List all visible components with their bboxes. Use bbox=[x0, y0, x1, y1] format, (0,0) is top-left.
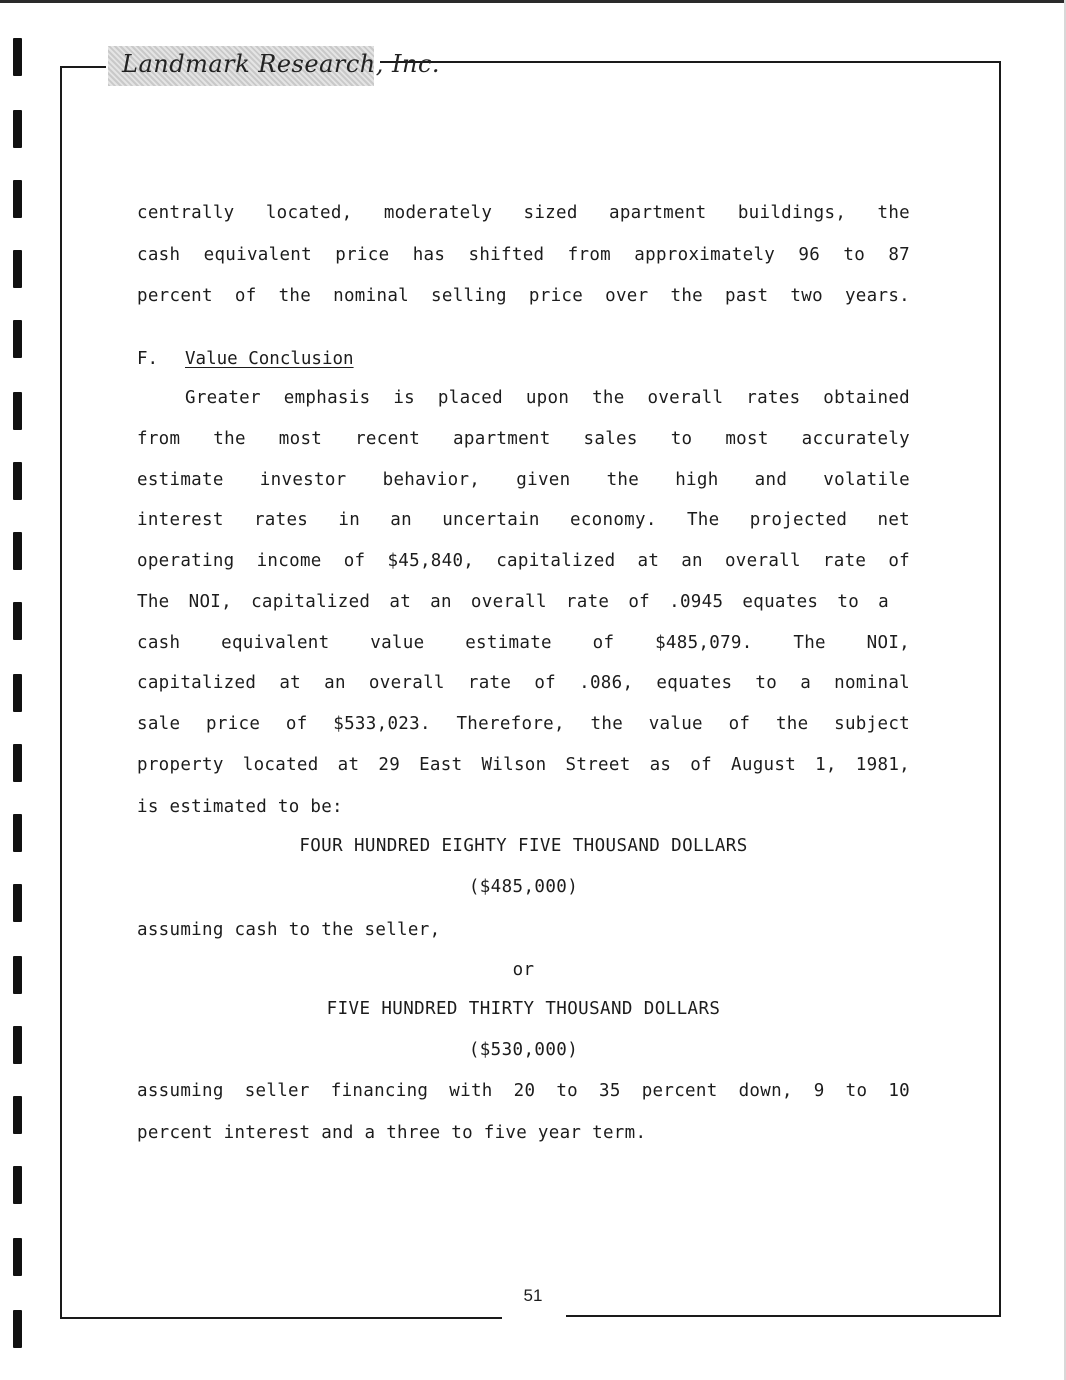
body-line: capitalized at an overall rate of .086, equates to a nominal bbox=[137, 673, 910, 693]
frame-top-left bbox=[60, 66, 106, 68]
value-amount: ($530,000) bbox=[468, 1040, 579, 1060]
binder-hole bbox=[13, 744, 22, 782]
binder-hole bbox=[13, 250, 22, 288]
binder-hole bbox=[13, 1310, 22, 1348]
scan-edge-top bbox=[0, 0, 1066, 3]
binder-hole bbox=[13, 956, 22, 994]
binder-hole bbox=[13, 180, 22, 218]
value-words: FOUR HUNDRED EIGHTY FIVE THOUSAND DOLLARS bbox=[299, 836, 748, 856]
body-line: Greater emphasis is placed upon the overall rates obtained bbox=[185, 388, 910, 408]
frame-bottom-right bbox=[566, 1315, 1001, 1317]
body-line: operating income of $45,840, capitalized at an overall rate of bbox=[137, 551, 910, 571]
binder-hole bbox=[13, 1026, 22, 1064]
binder-hole bbox=[13, 38, 22, 76]
value-amount: ($485,000) bbox=[468, 877, 579, 897]
binder-hole bbox=[13, 532, 22, 570]
connector-text: or bbox=[512, 960, 535, 980]
binder-strip bbox=[0, 0, 40, 1380]
company-logo-text: Landmark Research, Inc. bbox=[122, 50, 441, 78]
company-logo bbox=[108, 46, 441, 86]
binder-hole bbox=[13, 462, 22, 500]
body-line: sale price of $533,023. Therefore, the value of the subject bbox=[137, 714, 910, 734]
frame-right bbox=[999, 61, 1001, 1317]
body-line: interest rates in an uncertain economy. The projected net bbox=[137, 510, 910, 530]
section-title: Value Conclusion bbox=[185, 349, 354, 369]
value-condition: percent interest and a three to five year term. bbox=[137, 1123, 647, 1143]
binder-hole bbox=[13, 602, 22, 640]
body-line: The NOI, capitalized at an overall rate of .0945 equates to a bbox=[137, 592, 889, 612]
binder-hole bbox=[13, 1238, 22, 1276]
binder-hole bbox=[13, 674, 22, 712]
body-line: cash equivalent value estimate of $485,079. The NOI, bbox=[137, 633, 910, 653]
frame-bottom-left bbox=[60, 1317, 502, 1319]
body-line: centrally located, moderately sized apartment buildings, the bbox=[137, 203, 910, 223]
binder-hole bbox=[13, 320, 22, 358]
page-number: 51 bbox=[523, 1286, 543, 1305]
value-words: FIVE HUNDRED THIRTY THOUSAND DOLLARS bbox=[326, 999, 721, 1019]
body-line: is estimated to be: bbox=[137, 797, 343, 817]
section-letter: F. bbox=[137, 349, 159, 369]
section-heading bbox=[137, 347, 354, 371]
binder-hole bbox=[13, 814, 22, 852]
body-line: from the most recent apartment sales to most accurately bbox=[137, 429, 910, 449]
binder-hole bbox=[13, 392, 22, 430]
body-line: estimate investor behavior, given the high and volatile bbox=[137, 470, 910, 490]
value-condition: assuming seller financing with 20 to 35 percent down, 9 to 10 bbox=[137, 1081, 910, 1101]
body-line: percent of the nominal selling price over the past two years. bbox=[137, 286, 910, 306]
body-line: cash equivalent price has shifted from approximately 96 to 87 bbox=[137, 245, 910, 265]
binder-hole bbox=[13, 110, 22, 148]
binder-hole bbox=[13, 1166, 22, 1204]
binder-hole bbox=[13, 1096, 22, 1134]
value-condition: assuming cash to the seller, bbox=[137, 920, 441, 940]
frame-top-right bbox=[380, 61, 1001, 63]
frame-left bbox=[60, 66, 62, 1319]
body-line: property located at 29 East Wilson Street as of August 1, 1981, bbox=[137, 755, 910, 775]
binder-hole bbox=[13, 884, 22, 922]
